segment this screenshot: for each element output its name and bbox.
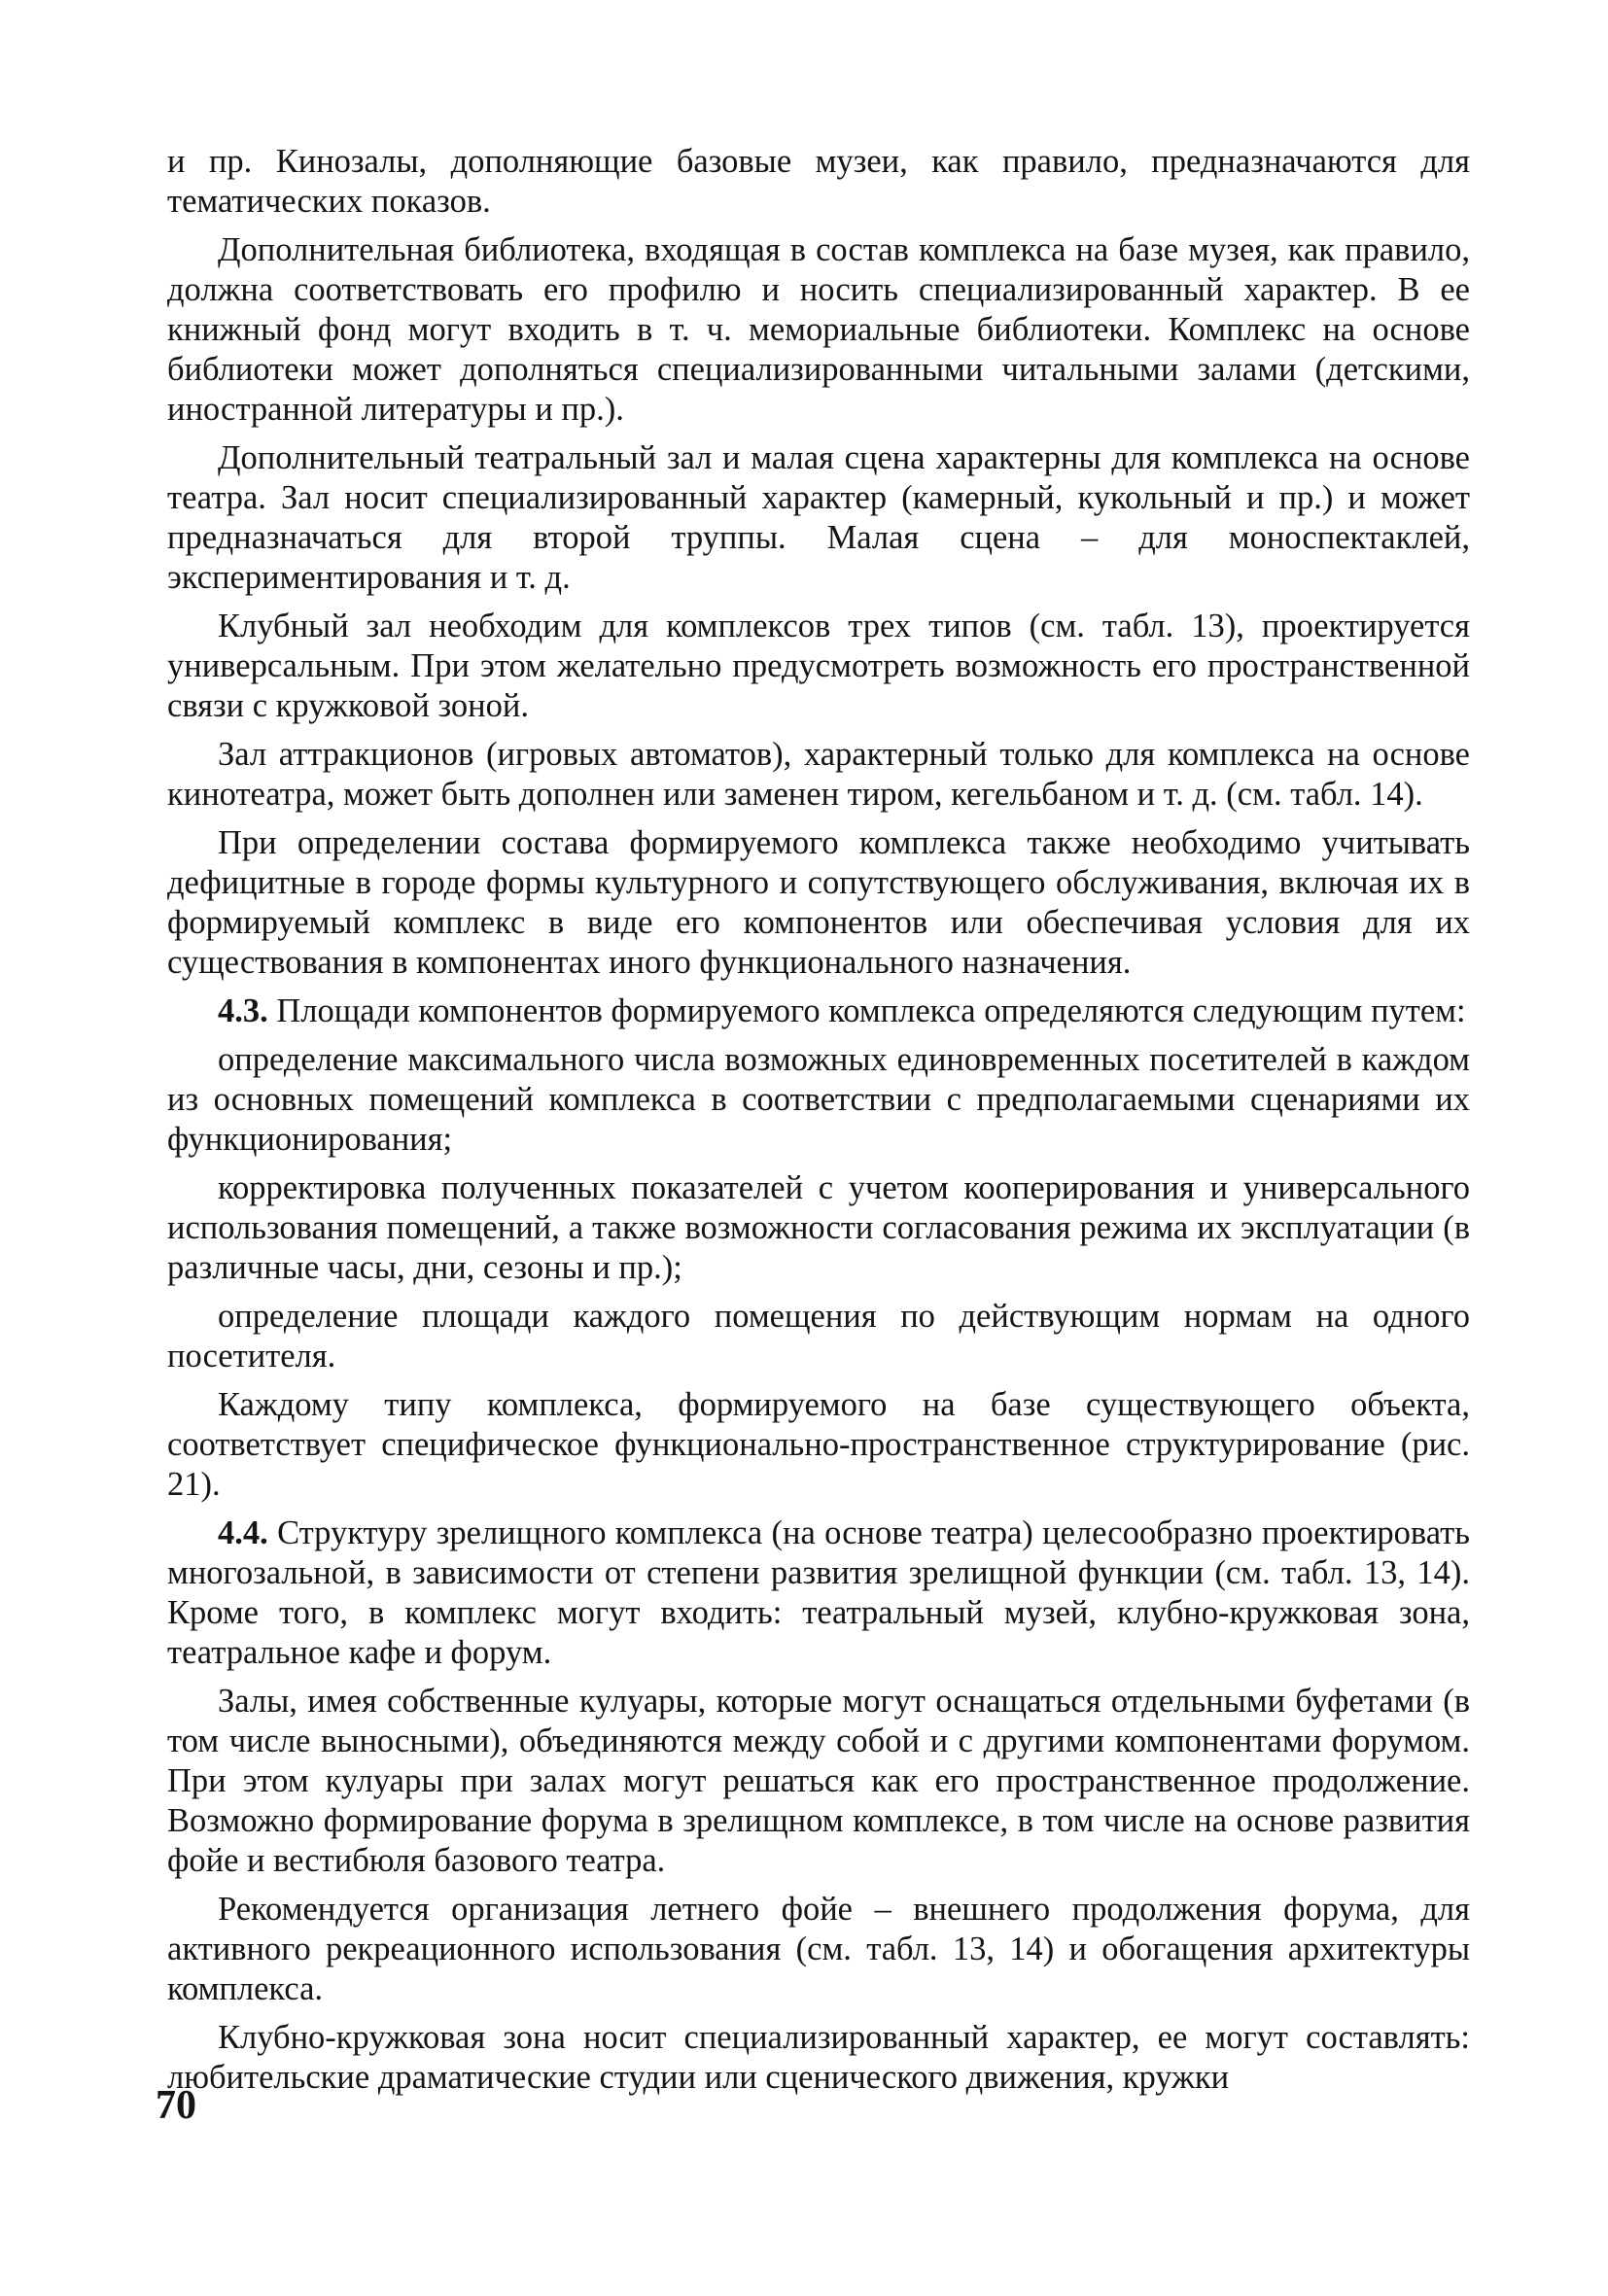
list-item: определение площади каждого помещения по действующим нормам на одного посетителя. (167, 1298, 1470, 1374)
body-text (167, 142, 1470, 2106)
section-number: 4.4. (218, 1514, 268, 1551)
paragraph: Зал аттракционов (игровых автоматов), характерный только для комплекса на основе кинотеатра, может быть дополнен или заменен тиром, кегельбаном и т. д. (см. табл. 14). (167, 736, 1470, 813)
paragraph: Рекомендуется организация летнего фойе – внешнего продолжения форума, для активного рекреационного использования (см. табл. 13, 14) и обогащения архитектуры комплекса. (167, 1891, 1470, 2007)
section-paragraph: 4.4. Структуру зрелищного комплекса (на основе театра) целесообразно проектировать многозальной, в зависимости от степени развития зрелищной функции (см. табл. 13, 14). Кроме того, в комплекс могут входить: театральный музей, клубно-кружковая зона, театральное кафе и форум. (167, 1514, 1470, 1671)
page-number: 70 (156, 2083, 196, 2128)
section-number: 4.3. (218, 992, 268, 1029)
paragraph: Залы, имея собственные кулуары, которые могут оснащаться отдельными буфетами (в том числе выносными), объединяются между собой и с другими компонентами форумом. При этом кулуары при залах могут решаться как его пространственное продолжение. Возможно формирование форума в зрелищном комплексе, в том числе на основе развития фойе и вестибюля базового театра. (167, 1683, 1470, 1879)
paragraph: При определении состава формируемого комплекса также необходимо учитывать дефицитные в городе формы культурного и сопутствующего обслуживания, включая их в формируемый комплекс в виде его компонентов или обеспечивая условия для их существования в компонентах иного функционального назначения. (167, 824, 1470, 981)
paragraph: Клубный зал необходим для комплексов трех типов (см. табл. 13), проектируется универсальным. При этом желательно предусмотреть возможность его пространственной связи с кружковой зоной. (167, 608, 1470, 724)
list-item: определение максимального числа возможных единовременных посетителей в каждом из основных помещений комплекса в соответствии с предполагаемыми сценариями их функционирования; (167, 1041, 1470, 1158)
paragraph: Каждому типу комплекса, формируемого на базе существующего объекта, соответствует специфическое функционально-пространственное структурирование (рис. 21). (167, 1386, 1470, 1503)
paragraph: Клубно-кружковая зона носит специализированный характер, ее могут составлять: любительские драматические студии или сценического движения, кружки (167, 2019, 1470, 2096)
section-paragraph: 4.3. Площади компонентов формируемого комплекса определяются следующим путем: (218, 992, 1466, 1029)
paragraph: Дополнительная библиотека, входящая в состав комплекса на базе музея, как правило, должна соответствовать его профилю и носить специализированный характер. В ее книжный фонд могут входить в т. ч. мемориальные библиотеки. Комплекс на основе библиотеки может дополняться специализированными читальными залами (детскими, иностранной литературы и пр.). (167, 231, 1470, 428)
list-item: корректировка полученных показателей с учетом кооперирования и универсального использования помещений, а также возможности согласования режима их эксплуатации (в различные часы, дни, сезоны и пр.); (167, 1169, 1470, 1286)
paragraph: Дополнительный театральный зал и малая сцена характерны для комплекса на основе театра. Зал носит специализированный характер (камерный, кукольный и пр.) и может предназначаться для второй труппы. Малая сцена – для моноспектаклей, экспериментирования и т. д. (167, 439, 1470, 596)
paragraph: и пр. Кинозалы, дополняющие базовые музеи, как правило, предназначаются для тематических показов. (167, 143, 1470, 220)
